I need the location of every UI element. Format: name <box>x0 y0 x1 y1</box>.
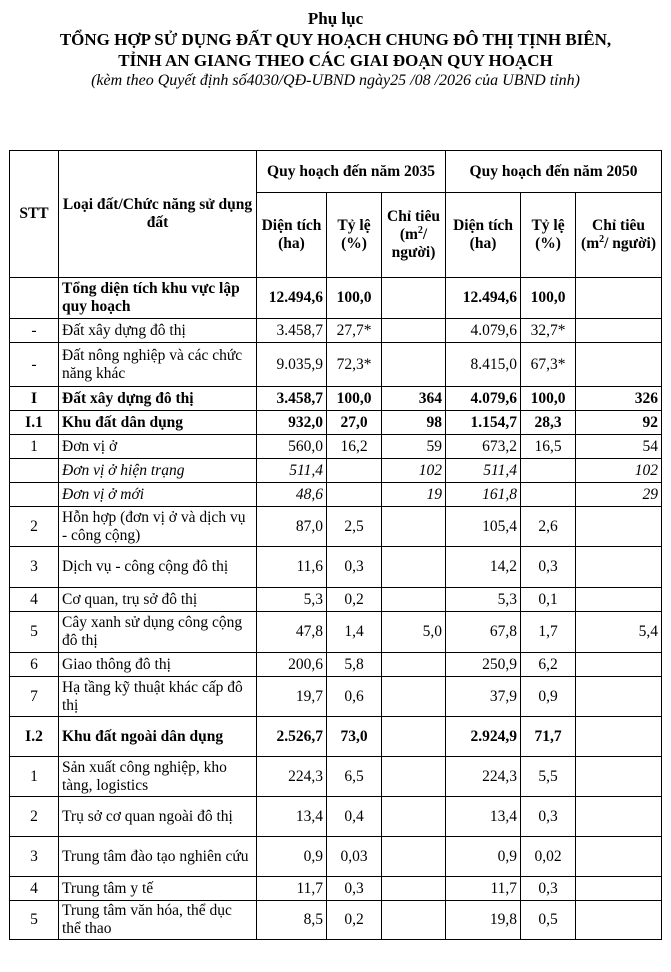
cell-land-type: Khu đất ngoài dân dụng <box>59 717 257 757</box>
table-row <box>10 319 662 343</box>
table-row <box>10 483 662 507</box>
cell-area-2035: 0,9 <box>257 837 327 877</box>
cell-quota-2035 <box>382 797 446 837</box>
cell-land-type: Cây xanh sử dụng công cộng đô thị <box>59 612 257 653</box>
header-ratio-2035: Tỷ lệ (%) <box>327 193 382 278</box>
cell-land-type: Tổng diện tích khu vực lập quy hoạch <box>59 278 257 319</box>
cell-area-2035: 19,7 <box>257 677 327 717</box>
cell-ratio-2035 <box>327 483 382 507</box>
cell-ratio-2050: 100,0 <box>521 278 576 319</box>
cell-land-type: Trung tâm đào tạo nghiên cứu <box>59 837 257 877</box>
cell-ratio-2050: 0,02 <box>521 837 576 877</box>
cell-stt: 4 <box>10 588 59 612</box>
cell-quota-2035: 98 <box>382 411 446 435</box>
table-row <box>10 612 662 653</box>
cell-area-2050: 5,3 <box>446 588 521 612</box>
cell-quota-2050 <box>576 588 662 612</box>
cell-area-2050: 673,2 <box>446 435 521 459</box>
cell-land-type: Đất xây dựng đô thị <box>59 319 257 343</box>
table-row <box>10 877 662 901</box>
header-ratio-2050: Tỷ lệ (%) <box>521 193 576 278</box>
cell-area-2035: 932,0 <box>257 411 327 435</box>
cell-land-type: Trung tâm văn hóa, thể dục thể thao <box>59 901 257 940</box>
cell-stt <box>10 459 59 483</box>
cell-land-type: Hạ tầng kỹ thuật khác cấp đô thị <box>59 677 257 717</box>
cell-ratio-2050: 5,5 <box>521 757 576 797</box>
table-row <box>10 547 662 588</box>
cell-ratio-2050: 71,7 <box>521 717 576 757</box>
cell-area-2035: 9.035,9 <box>257 343 327 387</box>
cell-ratio-2035: 27,0 <box>327 411 382 435</box>
cell-quota-2050 <box>576 547 662 588</box>
table-row <box>10 278 662 319</box>
cell-quota-2050 <box>576 901 662 940</box>
table-row <box>10 343 662 387</box>
cell-area-2050: 2.924,9 <box>446 717 521 757</box>
cell-quota-2035 <box>382 319 446 343</box>
table-row <box>10 588 662 612</box>
cell-area-2050: 37,9 <box>446 677 521 717</box>
cell-ratio-2050: 32,7* <box>521 319 576 343</box>
cell-land-type: Cơ quan, trụ sở đô thị <box>59 588 257 612</box>
cell-land-type: Đất nông nghiệp và các chức năng khác <box>59 343 257 387</box>
cell-ratio-2035: 72,3* <box>327 343 382 387</box>
cell-ratio-2050: 0,3 <box>521 797 576 837</box>
cell-area-2050: 8.415,0 <box>446 343 521 387</box>
cell-stt: 5 <box>10 901 59 940</box>
table-row <box>10 653 662 677</box>
cell-ratio-2050: 67,3* <box>521 343 576 387</box>
cell-area-2035: 11,7 <box>257 877 327 901</box>
header-area-2050: Diện tích (ha) <box>446 193 521 278</box>
table-row <box>10 507 662 547</box>
header-land-type: Loại đất/Chức năng sử dụng đất <box>59 151 257 278</box>
cell-stt: 6 <box>10 653 59 677</box>
cell-ratio-2035: 0,2 <box>327 901 382 940</box>
cell-area-2035: 5,3 <box>257 588 327 612</box>
header-quota-2050: Chỉ tiêu ($m^2/$ người) <box>576 193 662 278</box>
cell-ratio-2050: 0,3 <box>521 547 576 588</box>
cell-quota-2050 <box>576 717 662 757</box>
cell-quota-2050: 29 <box>576 483 662 507</box>
cell-land-type: Hỗn hợp (đơn vị ở và dịch vụ - công cộng) <box>59 507 257 547</box>
document-header <box>0 9 671 90</box>
cell-quota-2050 <box>576 278 662 319</box>
cell-land-type: Đơn vị ở <box>59 435 257 459</box>
cell-area-2035: 560,0 <box>257 435 327 459</box>
cell-quota-2050: 54 <box>576 435 662 459</box>
cell-ratio-2035: 0,3 <box>327 877 382 901</box>
cell-area-2035: 3.458,7 <box>257 387 327 411</box>
cell-quota-2035 <box>382 278 446 319</box>
cell-land-type: Trung tâm y tế <box>59 877 257 901</box>
cell-area-2050: 4.079,6 <box>446 387 521 411</box>
cell-ratio-2035: 0,6 <box>327 677 382 717</box>
cell-ratio-2035: 0,4 <box>327 797 382 837</box>
cell-ratio-2035: 0,2 <box>327 588 382 612</box>
cell-ratio-2050: 0,9 <box>521 677 576 717</box>
cell-area-2050: 19,8 <box>446 901 521 940</box>
cell-stt: - <box>10 343 59 387</box>
cell-land-type: Khu đất dân dụng <box>59 411 257 435</box>
cell-area-2035: 2.526,7 <box>257 717 327 757</box>
cell-ratio-2050: 100,0 <box>521 387 576 411</box>
cell-area-2035: 3.458,7 <box>257 319 327 343</box>
cell-land-type: Đơn vị ở mới <box>59 483 257 507</box>
cell-stt: 1 <box>10 435 59 459</box>
cell-quota-2035 <box>382 877 446 901</box>
cell-ratio-2035: 0,3 <box>327 547 382 588</box>
cell-ratio-2035: 1,4 <box>327 612 382 653</box>
cell-quota-2035: 59 <box>382 435 446 459</box>
cell-stt: 1 <box>10 757 59 797</box>
table-body <box>10 278 662 940</box>
cell-ratio-2035: 100,0 <box>327 387 382 411</box>
cell-quota-2050: 326 <box>576 387 662 411</box>
cell-quota-2035 <box>382 343 446 387</box>
cell-ratio-2050: 28,3 <box>521 411 576 435</box>
cell-quota-2050 <box>576 797 662 837</box>
cell-area-2050: 105,4 <box>446 507 521 547</box>
cell-ratio-2050: 1,7 <box>521 612 576 653</box>
cell-stt <box>10 278 59 319</box>
cell-ratio-2050: 16,5 <box>521 435 576 459</box>
table-row <box>10 387 662 411</box>
document-page <box>0 9 671 972</box>
cell-area-2050: 14,2 <box>446 547 521 588</box>
cell-quota-2050 <box>576 319 662 343</box>
cell-stt: 4 <box>10 877 59 901</box>
appendix-label: Phụ lục <box>307 9 364 28</box>
table-row <box>10 677 662 717</box>
cell-quota-2050: 92 <box>576 411 662 435</box>
table-row <box>10 901 662 940</box>
cell-land-type: Dịch vụ - công cộng đô thị <box>59 547 257 588</box>
cell-stt <box>10 483 59 507</box>
cell-quota-2035: 5,0 <box>382 612 446 653</box>
cell-ratio-2035: 16,2 <box>327 435 382 459</box>
cell-ratio-2035: 73,0 <box>327 717 382 757</box>
cell-stt: 2 <box>10 797 59 837</box>
cell-quota-2035 <box>382 677 446 717</box>
table-row <box>10 435 662 459</box>
cell-ratio-2035: 100,0 <box>327 278 382 319</box>
table-row <box>10 717 662 757</box>
title-line-2: TỈNH AN GIANG THEO CÁC GIAI ĐOẠN QUY HOẠCH <box>118 51 553 70</box>
cell-area-2050: 250,9 <box>446 653 521 677</box>
cell-land-type: Sản xuất công nghiệp, kho tàng, logistics <box>59 757 257 797</box>
cell-quota-2035 <box>382 653 446 677</box>
cell-stt: 3 <box>10 547 59 588</box>
cell-area-2050: 4.079,6 <box>446 319 521 343</box>
cell-quota-2050: 102 <box>576 459 662 483</box>
cell-ratio-2050 <box>521 483 576 507</box>
cell-ratio-2035 <box>327 459 382 483</box>
table-row <box>10 411 662 435</box>
header-area-2035: Diện tích (ha) <box>257 193 327 278</box>
cell-ratio-2050: 0,3 <box>521 877 576 901</box>
cell-area-2050: 0,9 <box>446 837 521 877</box>
cell-area-2035: 511,4 <box>257 459 327 483</box>
cell-area-2035: 8,5 <box>257 901 327 940</box>
cell-area-2050: 224,3 <box>446 757 521 797</box>
cell-area-2050: 11,7 <box>446 877 521 901</box>
cell-quota-2035 <box>382 837 446 877</box>
cell-quota-2050: 5,4 <box>576 612 662 653</box>
cell-area-2035: 47,8 <box>257 612 327 653</box>
cell-quota-2035 <box>382 588 446 612</box>
header-stt: STT <box>10 151 59 278</box>
cell-ratio-2050 <box>521 459 576 483</box>
cell-quota-2050 <box>576 343 662 387</box>
table-row <box>10 459 662 483</box>
cell-stt: I <box>10 387 59 411</box>
cell-area-2035: 224,3 <box>257 757 327 797</box>
cell-ratio-2035: 2,5 <box>327 507 382 547</box>
cell-quota-2050 <box>576 653 662 677</box>
cell-land-type: Đơn vị ở hiện trạng <box>59 459 257 483</box>
cell-ratio-2050: 0,1 <box>521 588 576 612</box>
cell-quota-2035 <box>382 507 446 547</box>
cell-ratio-2050: 6,2 <box>521 653 576 677</box>
header-plan-2050: Quy hoạch đến năm 2050 <box>446 151 662 193</box>
table-row <box>10 797 662 837</box>
cell-quota-2035 <box>382 757 446 797</box>
cell-area-2035: 13,4 <box>257 797 327 837</box>
header-plan-2035: Quy hoạch đến năm 2035 <box>257 151 446 193</box>
cell-area-2035: 87,0 <box>257 507 327 547</box>
cell-quota-2035: 364 <box>382 387 446 411</box>
cell-land-type: Giao thông đô thị <box>59 653 257 677</box>
header-quota-2035: Chỉ tiêu ($m^2/$ người) <box>382 193 446 278</box>
cell-area-2050: 1.154,7 <box>446 411 521 435</box>
cell-quota-2035 <box>382 901 446 940</box>
cell-quota-2035 <box>382 717 446 757</box>
cell-stt: 5 <box>10 612 59 653</box>
cell-stt: I.1 <box>10 411 59 435</box>
title-line-1: TỔNG HỢP SỬ DỤNG ĐẤT QUY HOẠCH CHUNG ĐÔ THỊ TỊNH BIÊN, <box>59 30 612 49</box>
land-use-table <box>9 150 662 940</box>
cell-area-2035: 11,6 <box>257 547 327 588</box>
cell-ratio-2050: 0,5 <box>521 901 576 940</box>
cell-land-type: Đất xây dựng đô thị <box>59 387 257 411</box>
cell-stt: - <box>10 319 59 343</box>
cell-ratio-2035: 0,03 <box>327 837 382 877</box>
cell-ratio-2035: 6,5 <box>327 757 382 797</box>
cell-quota-2050 <box>576 757 662 797</box>
cell-area-2050: 511,4 <box>446 459 521 483</box>
cell-stt: I.2 <box>10 717 59 757</box>
cell-area-2050: 13,4 <box>446 797 521 837</box>
decision-subtitle: (kèm theo Quyết định số4030/QĐ-UBND ngày25 /08 /2026 của UBND tỉnh) <box>91 72 580 89</box>
cell-stt: 3 <box>10 837 59 877</box>
cell-ratio-2050: 2,6 <box>521 507 576 547</box>
cell-ratio-2035: 27,7* <box>327 319 382 343</box>
cell-area-2035: 12.494,6 <box>257 278 327 319</box>
table-row <box>10 837 662 877</box>
cell-stt: 7 <box>10 677 59 717</box>
table-row <box>10 757 662 797</box>
cell-quota-2035: 102 <box>382 459 446 483</box>
cell-quota-2035: 19 <box>382 483 446 507</box>
cell-land-type: Trụ sở cơ quan ngoài đô thị <box>59 797 257 837</box>
cell-area-2050: 161,8 <box>446 483 521 507</box>
cell-area-2035: 200,6 <box>257 653 327 677</box>
cell-quota-2050 <box>576 837 662 877</box>
cell-quota-2050 <box>576 877 662 901</box>
cell-quota-2035 <box>382 547 446 588</box>
cell-area-2050: 12.494,6 <box>446 278 521 319</box>
cell-area-2035: 48,6 <box>257 483 327 507</box>
cell-area-2050: 67,8 <box>446 612 521 653</box>
cell-stt: 2 <box>10 507 59 547</box>
cell-quota-2050 <box>576 677 662 717</box>
cell-quota-2050 <box>576 507 662 547</box>
cell-ratio-2035: 5,8 <box>327 653 382 677</box>
